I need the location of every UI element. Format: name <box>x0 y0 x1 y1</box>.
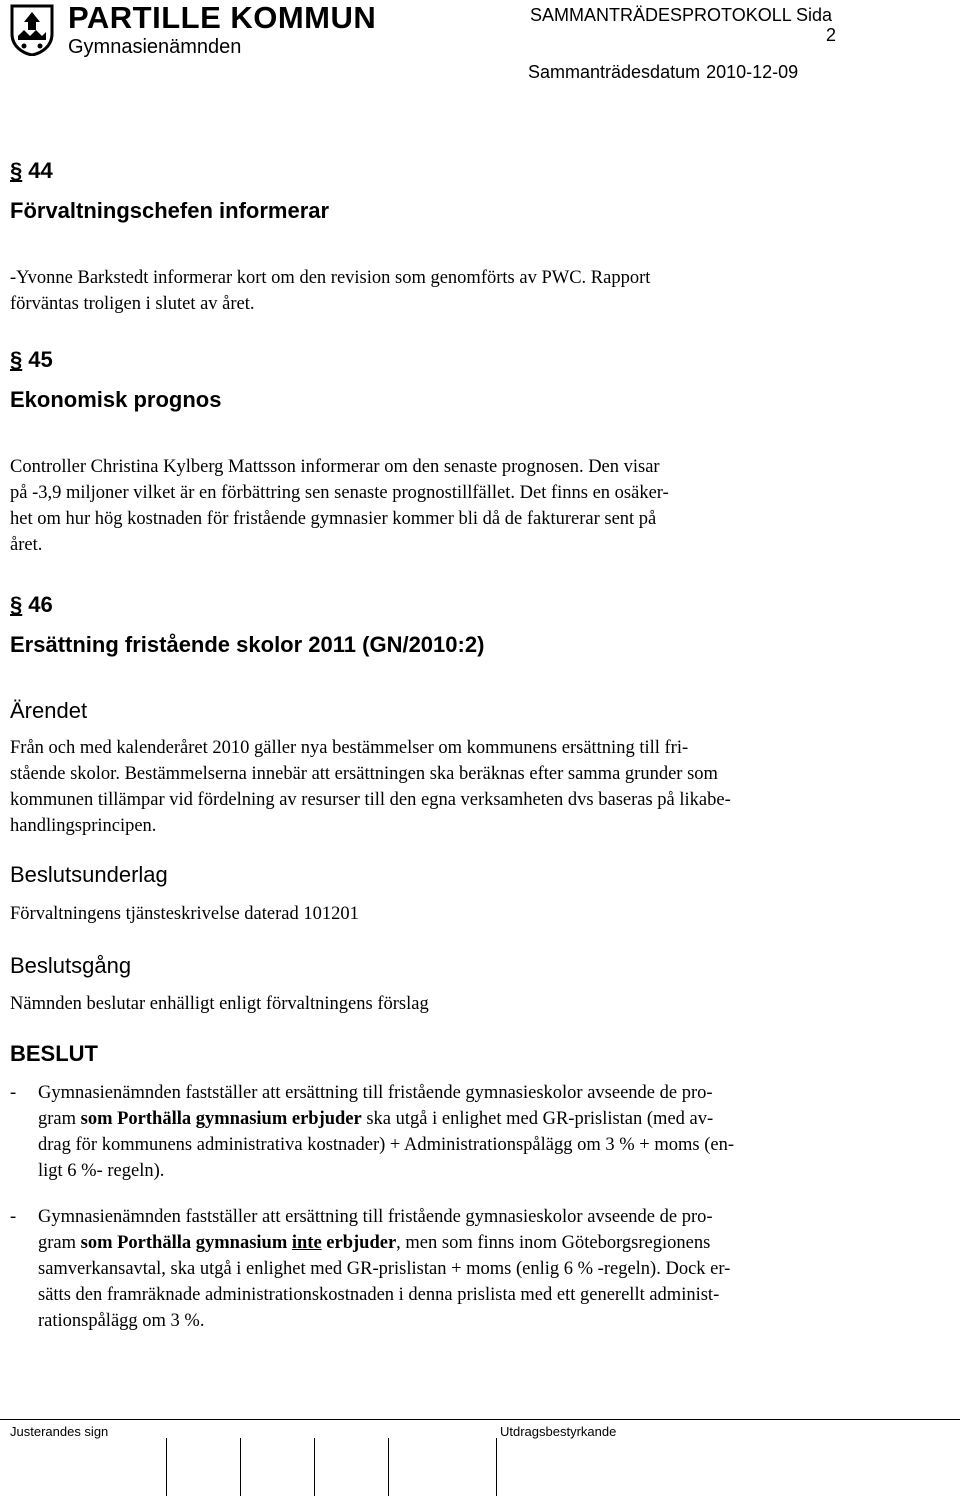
beslutsunderlag-heading: Beslutsunderlag <box>10 862 168 887</box>
list-dash: - <box>10 1083 17 1103</box>
arendet-body: Från och med kalenderåret 2010 gäller nya bestämmelser om kommunens ersättning till fri- stående skolor. Bestämmelserna innebär att ersättningen ska beräknas efter samma grunder som kommunen tillämpar vid fördelning av resurser till den egna verksamheten dvs baseras på likabe- handlingsprincipen. <box>10 738 731 836</box>
meeting-date-value: 2010-12-09 <box>706 62 799 82</box>
justerandes-sign-label: Justerandes sign <box>10 1424 109 1439</box>
signature-field-divider <box>496 1438 497 1496</box>
section-46-number: § 46 <box>10 592 53 617</box>
beslutsunderlag-text: Förvaltningens tjänsteskrivelse daterad 101201 <box>10 904 359 924</box>
signature-field-divider <box>314 1438 315 1496</box>
beslut-heading: BESLUT <box>10 1041 98 1066</box>
meeting-date <box>528 62 798 83</box>
decision-item-2: - Gymnasienämnden fastställer att ersättning till fristående gymnasieskolor avseende de pro- gram som Porthälla gymnasium inte erbjuder, men som finns inom Göteborgsregionens samverkansavtal, ska utgå i enlighet med GR-prislistan + moms (enlig 6 % -regeln). Dock er- sätts den framräknade administrationskostnaden i denna prislista med ett generellt administ- rationspålägg om 3 %. <box>0 1204 960 1339</box>
beslutsgang-heading: Beslutsgång <box>10 953 132 978</box>
decision-item-1: - Gymnasienämnden fastställer att ersättning till fristående gymnasieskolor avseende de pro- gram som Porthälla gymnasium erbjuder ska utgå i enlighet med GR-prislistan (med av- drag för kommunens administrativa kostnader) + Administrationspålägg om 3 % + moms (en- ligt 6 %- regeln). <box>0 1080 960 1190</box>
signature-field-divider <box>166 1438 167 1496</box>
signature-field-divider <box>388 1438 389 1496</box>
page-label: Sida <box>796 5 833 25</box>
section-44-number: § 44 <box>10 158 53 183</box>
list-dash: - <box>10 1207 17 1227</box>
organization-subtitle: Gymnasienämnden <box>68 36 242 58</box>
footer-divider <box>0 1419 960 1420</box>
section-44-title: Förvaltningschefen informerar <box>10 198 330 223</box>
section-45-number: § 45 <box>10 347 53 372</box>
document-type: SAMMANTRÄDESPROTOKOLL <box>530 5 792 25</box>
section-46-title: Ersättning fristående skolor 2011 (GN/2010:2) <box>10 632 485 657</box>
beslutsgang-text: Nämnden beslutar enhälligt enligt förvaltningens förslag <box>10 994 429 1014</box>
signature-field-divider <box>240 1438 241 1496</box>
section-45-title: Ekonomisk prognos <box>10 387 222 412</box>
arendet-heading: Ärendet <box>10 698 88 723</box>
municipal-coat-of-arms-icon <box>10 4 54 56</box>
page-number: 2 <box>825 25 836 45</box>
utdragsbestyrkande-label: Utdragsbestyrkande <box>500 1424 617 1439</box>
meeting-date-label: Sammanträdesdatum <box>528 62 701 82</box>
section-44-body: -Yvonne Barkstedt informerar kort om den revision som genomförts av PWC. Rapport förväntas troligen i slutet av året. <box>10 268 651 314</box>
section-45-body: Controller Christina Kylberg Mattsson informerar om den senaste prognosen. Den visar på -3,9 miljoner vilket är en förbättring sen senaste prognostillfället. Det finns en osäker- het om hur hög kostnaden för fristående gymnasier kommer bli då de fakturerar sent på året. <box>10 457 669 555</box>
organization-name: PARTILLE KOMMUN <box>68 0 377 35</box>
